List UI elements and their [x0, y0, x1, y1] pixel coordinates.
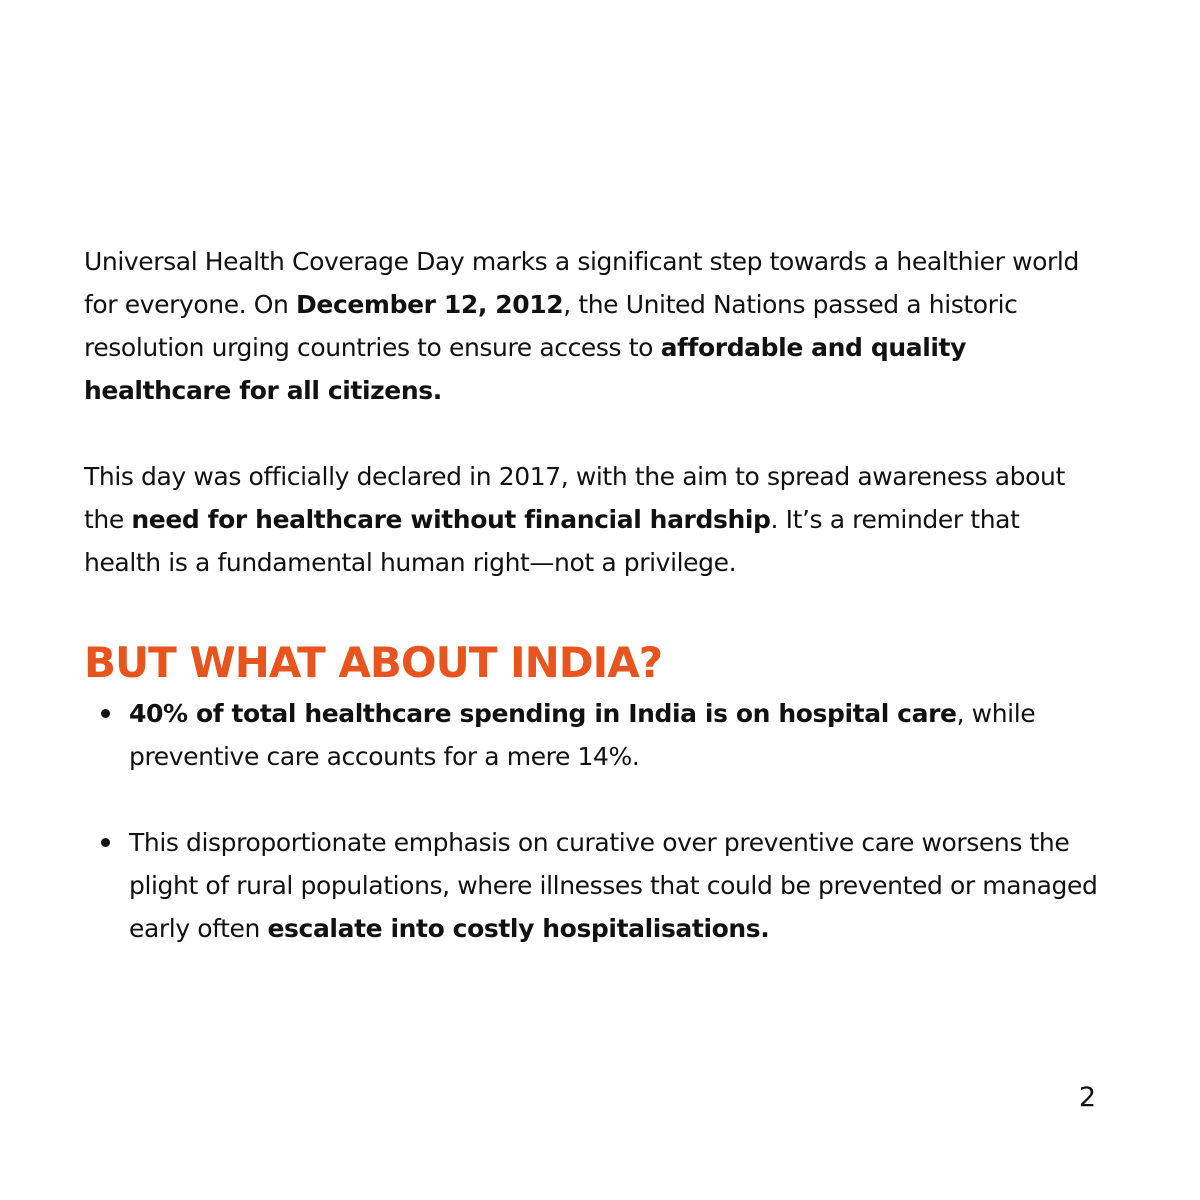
- bullet-list: [84, 692, 1100, 950]
- bullet-curative-text: This disproportionate emphasis on curative over preventive care worsens the plight of rural populations, where illnesses that could be prevented or managed early often: [129, 828, 1098, 943]
- declaration-paragraph: [84, 455, 1100, 584]
- bullet-dot-icon: [101, 709, 110, 718]
- bullet-spending-text: , while preventive care accounts for a mere 14%.: [129, 699, 1036, 771]
- declaration-need-bold: need for healthcare without financial hardship: [131, 505, 771, 534]
- intro-goal-bold: affordable and quality healthcare for all citizens.: [84, 333, 966, 405]
- intro-text-1: Universal Health Coverage Day marks a significant step towards a healthier world for everyone. On: [84, 247, 1079, 319]
- bullet-item-curative: [84, 821, 1100, 950]
- bullet-spending-bold: 40% of total healthcare spending in India is on hospital care: [129, 699, 957, 728]
- page-number: 2: [1078, 1082, 1096, 1113]
- bullet-item-spending: [84, 692, 1100, 778]
- bullet-dot-icon: [101, 838, 110, 847]
- section-heading: BUT WHAT ABOUT INDIA?: [84, 638, 663, 687]
- content-area: [84, 240, 1100, 950]
- bullet-curative-bold: escalate into costly hospitalisations.: [267, 914, 770, 943]
- intro-paragraph: [84, 240, 1100, 412]
- intro-text-2: , the United Nations passed a historic resolution urging countries to ensure access to: [84, 290, 1018, 362]
- intro-date-bold: December 12, 2012: [296, 290, 564, 319]
- declaration-text-2: . It’s a reminder that health is a fundamental human right—not a privilege.: [84, 505, 1020, 577]
- declaration-text-1: This day was officially declared in 2017, with the aim to spread awareness about the: [84, 462, 1065, 534]
